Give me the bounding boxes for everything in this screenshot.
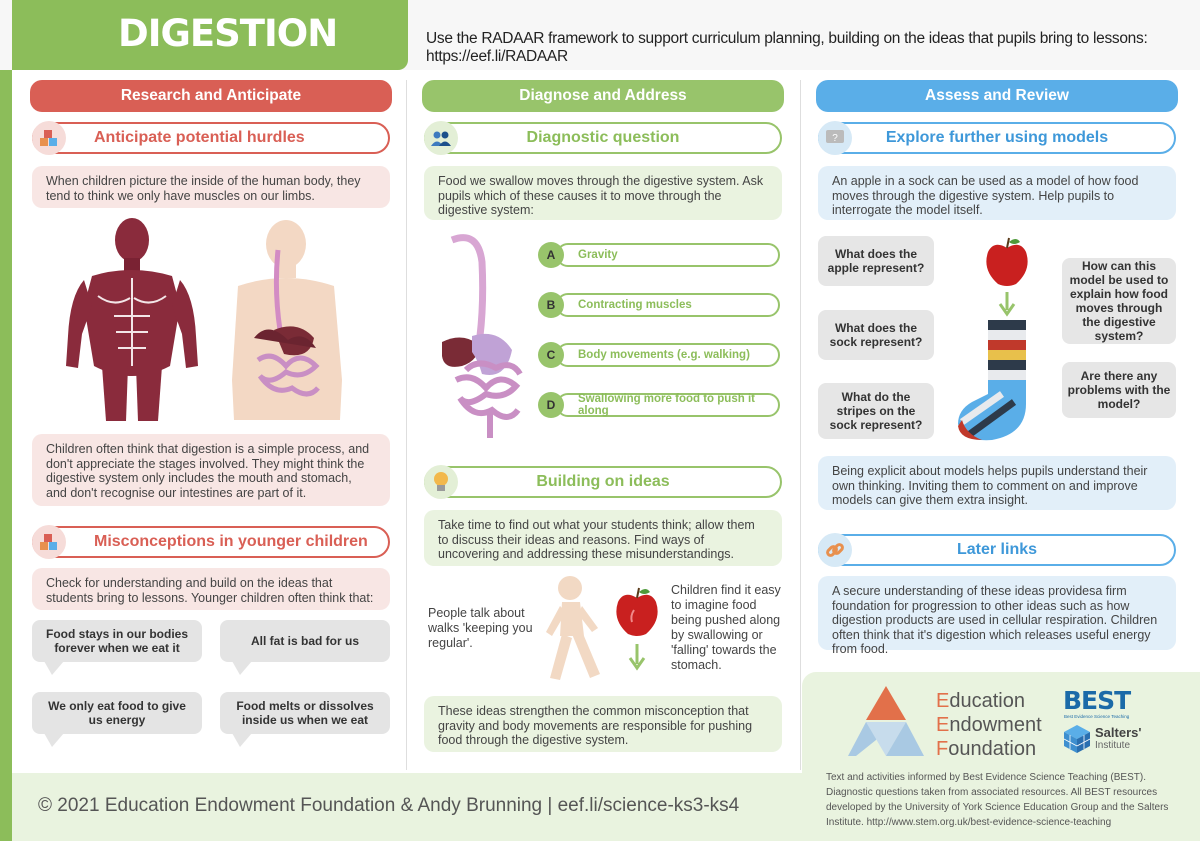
later-links-heading	[818, 534, 1176, 566]
option-label: Contracting muscles	[578, 299, 692, 311]
building-on-ideas-heading	[424, 466, 782, 498]
walking-person-illustration	[540, 574, 610, 684]
misconceptions-text: Check for understanding and build on the ideas that students bring to lessons. Younger children often think that:	[32, 568, 390, 610]
people-icon	[424, 121, 458, 155]
option-a	[556, 243, 780, 267]
option-letter: B	[538, 292, 564, 318]
svg-text:?: ?	[832, 133, 838, 144]
explore-models-heading	[818, 122, 1176, 154]
link-icon	[818, 533, 852, 567]
misconception-bubble: We only eat food to give us energy	[32, 692, 202, 734]
section-title: Building on ideas	[536, 473, 670, 490]
question-box: What does the sock represent?	[818, 310, 934, 360]
digestive-system-illustration	[438, 232, 528, 442]
question-icon	[818, 121, 852, 155]
option-label: Gravity	[578, 249, 618, 261]
left-frame	[0, 70, 12, 841]
footer-text: © 2021 Education Endowment Foundation & Andy Brunning | eef.li/science-ks3-ks4	[38, 795, 740, 816]
section-title: Diagnostic question	[526, 129, 680, 146]
option-label: Body movements (e.g. walking)	[578, 349, 750, 361]
question-box: Are there any problems with the model?	[1062, 362, 1176, 418]
eef-wordmark-line: Foundation	[936, 738, 1037, 760]
later-links-text: A secure understanding of these ideas providesa firm foundation for progression to other ideas such as how digestion products are used in cellular respiration. Children often think that it's digestion which releases useful energy from food.	[818, 576, 1176, 650]
option-letter: C	[538, 342, 564, 368]
apple-falling-illustration	[614, 586, 660, 672]
page-title: DIGESTION	[118, 12, 338, 55]
walk-caption: People talk about walks 'keeping you regular'.	[428, 606, 533, 650]
apple-in-sock-illustration	[952, 234, 1052, 444]
digestion-misconception-text: Children often think that digestion is a simple process, and don't appreciate the stages involved. They might think the digestive system only includes the mouth and stomach, and don't recognise our intestines are part of it.	[32, 434, 390, 506]
bubble-tail	[44, 661, 64, 675]
option-b	[556, 293, 780, 317]
diagnostic-question-text: Food we swallow moves through the digestive system. Ask pupils which of these causes it to move through the digestive system:	[424, 166, 782, 220]
blocks-icon	[32, 121, 66, 155]
salters-institute: Institute	[1095, 740, 1131, 751]
misconception-bubble: Food melts or dissolves inside us when we eat	[220, 692, 390, 734]
misconception-bubble: All fat is bad for us	[220, 620, 390, 662]
research-anticipate-heading: Research and Anticipate	[30, 80, 392, 112]
diagnose-address-heading: Diagnose and Address	[422, 80, 784, 112]
models-text: An apple in a sock can be used as a model of how food moves through the digestive system. Help pupils to interrogate the model itself.	[818, 166, 1176, 220]
section-title: Later links	[956, 541, 1038, 558]
option-letter: D	[538, 392, 564, 418]
option-label: Swallowing more food to push it along	[578, 393, 755, 417]
section-title: Anticipate potential hurdles	[94, 129, 305, 146]
question-box: What do the stripes on the sock represent?	[818, 383, 934, 439]
tagline: Use the RADAAR framework to support curriculum planning, building on the ideas that pupils bring to lessons: https://eef.li/RADAAR	[426, 30, 1148, 65]
option-letter: A	[538, 242, 564, 268]
eef-logo	[848, 684, 924, 758]
hurdles-text: When children picture the inside of the human body, they tend to think we only have muscles on our limbs.	[32, 166, 390, 208]
anticipate-hurdles-heading	[32, 122, 390, 154]
assess-review-heading: Assess and Review	[816, 80, 1178, 112]
eef-wordmark-line: Education	[936, 690, 1025, 712]
bubble-tail	[232, 733, 252, 747]
question-box: How can this model be used to explain how food moves through the digestive system?	[1062, 258, 1176, 344]
diagnostic-question-heading	[424, 122, 782, 154]
misconceptions-heading	[32, 526, 390, 558]
muscle-body-illustration	[62, 216, 202, 426]
building-ideas-text: Take time to find out what your students think; allow them to discuss their ideas and reasons. Find ways of uncovering and addressing these misunderstandings.	[424, 510, 782, 566]
credit-text: Text and activities informed by Best Evidence Science Teaching (BEST). Diagnostic questions taken from associated resources. All BEST resources developed by the University of York Science Education Group and the Salters Institute. http://www.stem.org.uk/best-evidence-science-teaching	[826, 772, 1169, 828]
blocks-icon	[32, 525, 66, 559]
misconception-bubble: Food stays in our bodies forever when we eat it	[32, 620, 202, 662]
digestive-body-illustration	[228, 220, 348, 420]
column-divider	[406, 80, 407, 770]
best-logo: BEST	[1063, 686, 1131, 715]
salters-logo: Salters'	[1095, 725, 1142, 740]
bubble-tail	[44, 733, 64, 747]
salters-cube-icon	[1063, 724, 1091, 754]
option-c	[556, 343, 780, 367]
title-banner	[12, 0, 408, 70]
lightbulb-icon	[424, 465, 458, 499]
option-d	[556, 393, 780, 417]
bubble-tail	[232, 661, 252, 675]
best-subtitle: Best Evidence Science Teaching	[1064, 714, 1130, 719]
eef-wordmark-line: Endowment	[936, 714, 1042, 736]
section-title: Misconceptions in younger children	[94, 533, 368, 550]
question-box: What does the apple represent?	[818, 236, 934, 286]
section-title: Explore further using models	[885, 129, 1109, 146]
explicit-models-text: Being explicit about models helps pupils understand their own thinking. Inviting them to comment on and improve models can give them extra insight.	[818, 456, 1176, 510]
misconception-strengthen-text: These ideas strengthen the common misconception that gravity and body movements are responsible for pushing food through the digestive system.	[424, 696, 782, 752]
fall-caption: Children find it easy to imagine food being pushed along by swallowing or 'falling' towards the stomach.	[671, 583, 781, 672]
column-divider	[800, 80, 801, 770]
